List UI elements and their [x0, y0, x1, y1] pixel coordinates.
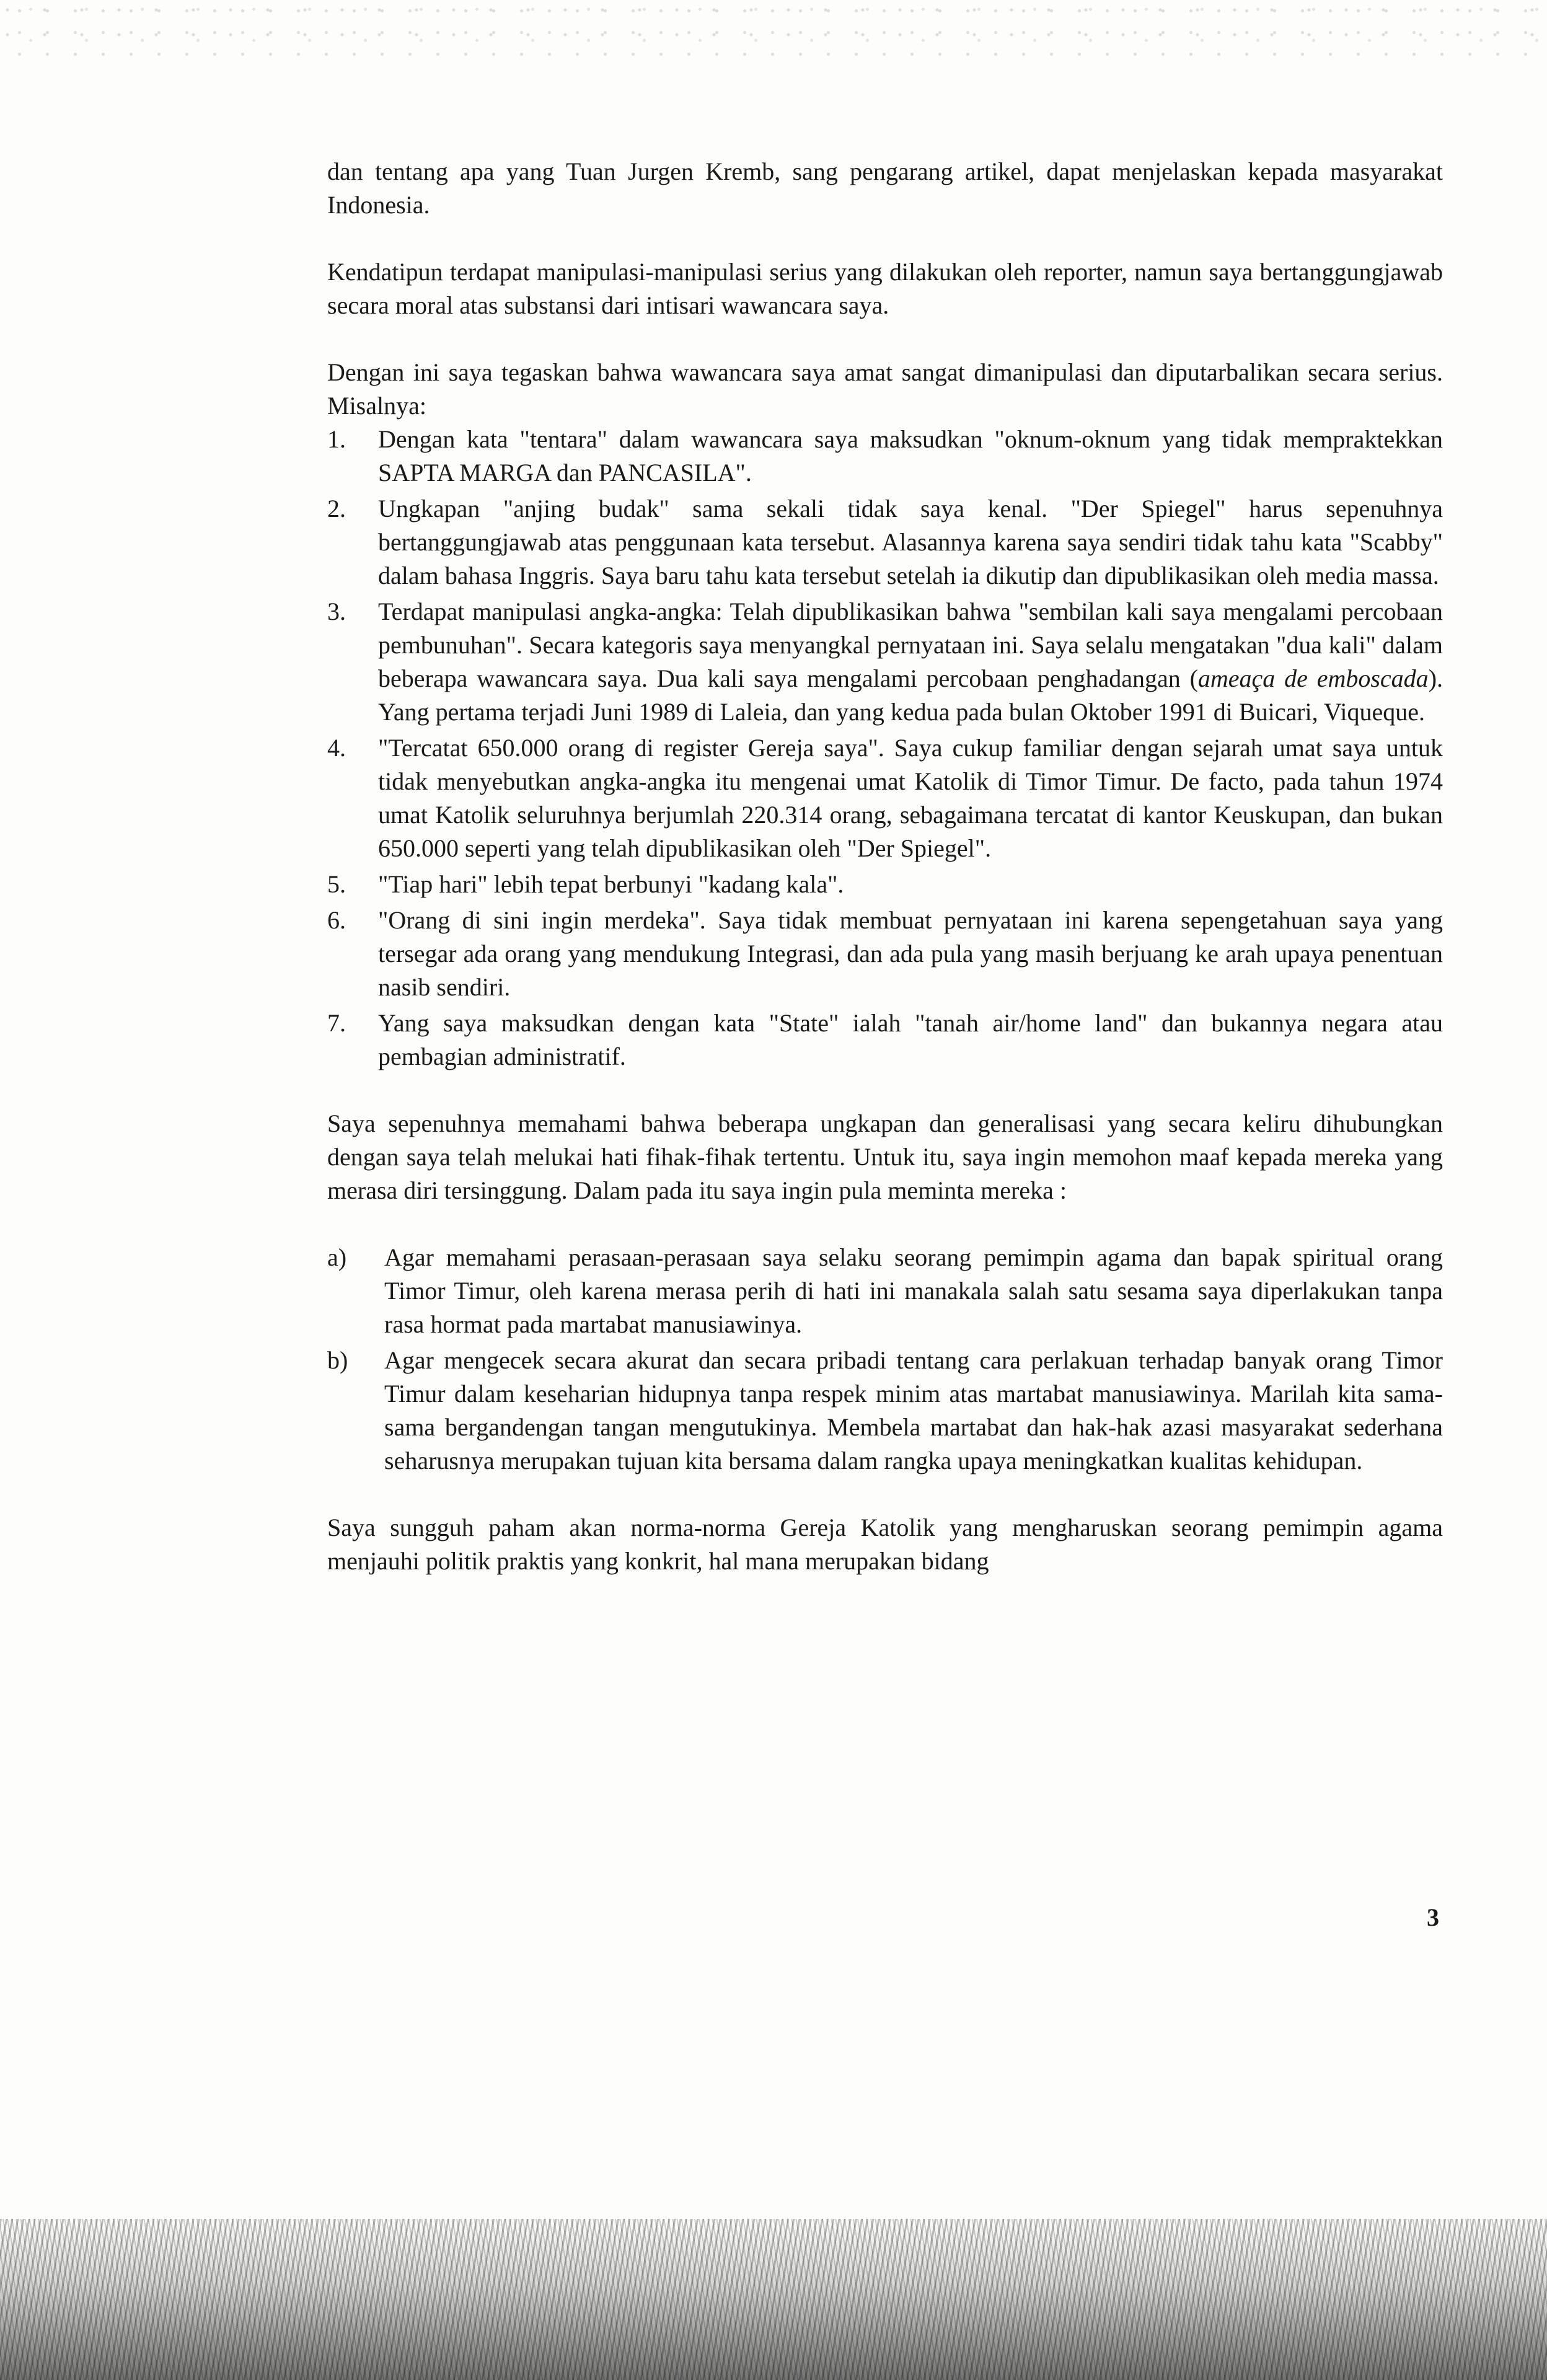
list-item-number: 3. [327, 597, 346, 625]
list-item-letter: a) [327, 1243, 347, 1271]
numbered-list [327, 423, 1443, 1073]
list-item-text: "Tercatat 650.000 orang di register Gereja saya". Saya cukup familiar dengan sejarah umat saya untuk tidak menyebutkan angka-angka itu mengenai umat Katolik di Timor Timur. De facto, pada tahun 1974 umat Katolik seluruhnya berjumlah 220.314 orang, sebagaimana tercatat di kantor Keuskupan, dan bukan 650.000 seperti yang telah dipublikasikan oleh "Der Spiegel". [378, 734, 1443, 862]
list-item-number: 2. [327, 495, 346, 522]
lettered-list [327, 1241, 1443, 1478]
list-item-number: 5. [327, 870, 346, 898]
photocopy-noise-bottom [0, 2219, 1547, 2380]
list-item-emphasis: ameaça de emboscada [1197, 664, 1429, 692]
list-item-text-after: ). Yang pertama terjadi Juni 1989 di Laleia, dan yang kedua pada bulan Oktober 1991 di Buicari, Viqueque. [378, 664, 1443, 726]
list-item-text: Yang saya maksudkan dengan kata "State" ialah "tanah air/home land" dan bukannya negara atau pembagian administratif. [378, 1009, 1443, 1070]
list-item-number: 4. [327, 734, 346, 762]
list-item [327, 731, 1443, 865]
photocopy-noise-top [0, 0, 1547, 56]
list-item-text: Dengan kata "tentara" dalam wawancara saya maksudkan "oknum-oknum yang tidak mempraktekkan SAPTA MARGA dan PANCASILA". [378, 425, 1443, 487]
list-item [327, 868, 1443, 901]
list-item [327, 492, 1443, 593]
list-item-text: Agar memahami perasaan-perasaan saya selaku seorang pemimpin agama dan bapak spiritual orang Timor Timur, oleh karena merasa perih di hati ini manakala salah satu sesama saya diperlakukan tanpa rasa hormat pada martabat manusiawinya. [384, 1243, 1443, 1338]
paragraph-1: dan tentang apa yang Tuan Jurgen Kremb, sang pengarang artikel, dapat menjelaskan kepada masyarakat Indonesia. [327, 157, 1443, 219]
list-item-letter: b) [327, 1346, 348, 1374]
paragraph-5: Saya sungguh paham akan norma-norma Gereja Katolik yang mengharuskan seorang pemimpin agama menjauhi politik praktis yang konkrit, hal mana merupakan bidang [327, 1514, 1443, 1575]
list-item [327, 1241, 1443, 1341]
paragraph-3: Dengan ini saya tegaskan bahwa wawancara saya amat sangat dimanipulasi dan diputarbalikan secara serius. Misalnya: [327, 358, 1443, 420]
list-item [327, 1007, 1443, 1073]
page-number: 3 [1427, 1903, 1439, 1931]
list-item [327, 595, 1443, 729]
list-item [327, 904, 1443, 1004]
list-item-number: 7. [327, 1009, 346, 1037]
list-item-number: 6. [327, 906, 346, 934]
paragraph-4: Saya sepenuhnya memahami bahwa beberapa ungkapan dan generalisasi yang secara keliru dihubungkan dengan saya telah melukai hati fihak-fihak tertentu. Untuk itu, saya ingin memohon maaf kepada mereka yang merasa diri tersinggung. Dalam pada itu saya ingin pula meminta mereka : [327, 1109, 1443, 1204]
list-item [327, 1344, 1443, 1478]
list-item-text: Terdapat manipulasi angka-angka: Telah dipublikasikan bahwa "sembilan kali saya mengalami percobaan pembunuhan". Secara kategoris saya menyangkal pernyataan ini. Saya selalu mengatakan "dua kali" dalam beberapa wawancara saya. Dua kali saya mengalami percobaan penghadangan ( [378, 597, 1443, 692]
list-item-number: 1. [327, 425, 346, 453]
list-item [327, 423, 1443, 490]
paragraph-2: Kendatipun terdapat manipulasi-manipulasi serius yang dilakukan oleh reporter, namun saya bertanggungjawab secara moral atas substansi dari intisari wawancara saya. [327, 258, 1443, 319]
list-item-text: Agar mengecek secara akurat dan secara pribadi tentang cara perlakuan terhadap banyak orang Timor Timur dalam keseharian hidupnya tanpa respek minim atas martabat manusiawinya. Marilah kita sama-sama bergandengan tangan mengutukinya. Membela martabat dan hak-hak azasi masyarakat sederhana seharusnya merupakan tujuan kita bersama dalam rangka upaya meningkatkan kualitas kehidupan. [384, 1346, 1443, 1474]
document-body [327, 155, 1443, 1578]
list-item-text: Ungkapan "anjing budak" sama sekali tidak saya kenal. "Der Spiegel" harus sepenuhnya bertanggungjawab atas penggunaan kata tersebut. Alasannya karena saya sendiri tidak tahu kata "Scabby" dalam bahasa Inggris. Saya baru tahu kata tersebut setelah ia dikutip dan dipublikasikan oleh media massa. [378, 495, 1443, 589]
list-item-text: "Orang di sini ingin merdeka". Saya tidak membuat pernyataan ini karena sepengetahuan saya yang tersegar ada orang yang mendukung Integrasi, dan ada pula yang masih berjuang ke arah upaya penentuan nasib sendiri. [378, 906, 1443, 1001]
list-item-text: "Tiap hari" lebih tepat berbunyi "kadang kala". [378, 870, 844, 898]
